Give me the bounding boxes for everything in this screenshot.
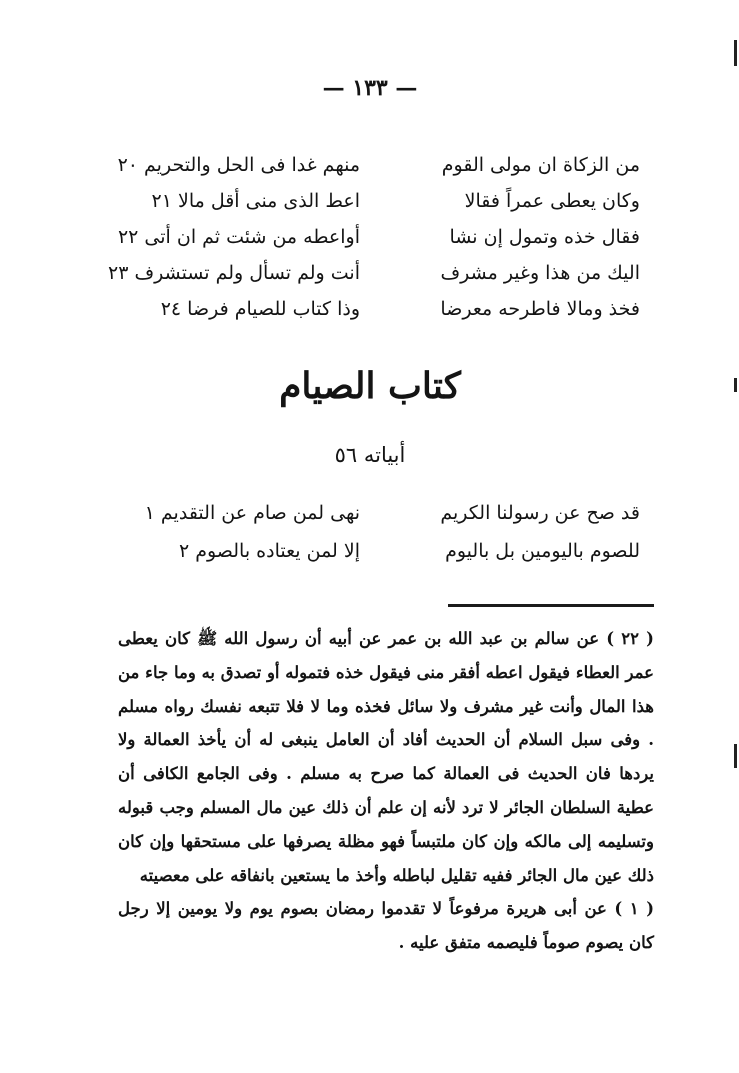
verse-line <box>117 222 640 258</box>
verse-second-hemistich: اعط الذى منى أقل مالا ٢١ <box>151 190 360 212</box>
verse-second-hemistich: أنت ولم تسأل ولم تستشرف ٢٣ <box>108 262 360 284</box>
scan-edge-mark <box>734 378 737 392</box>
verse-first-hemistich: اليك من هذا وغير مشرف <box>440 262 640 284</box>
verse-first-hemistich: فخذ ومالا فاطرحه معرضا <box>440 298 640 320</box>
verse-second-hemistich: منهم غدا فى الحل والتحريم ٢٠ <box>117 154 360 176</box>
scan-edge-mark <box>734 744 737 768</box>
chapter-poem <box>120 498 640 574</box>
scan-edge-mark <box>734 40 737 66</box>
verse-line <box>120 294 640 330</box>
page-number: — ١٣٣ — <box>322 75 418 101</box>
footnote-separator <box>448 604 654 607</box>
verse-second-hemistich: نهى لمن صام عن التقديم ١ <box>144 502 360 524</box>
verse-count: أبياته ٥٦ <box>334 443 406 467</box>
verse-second-hemistich: إلا لمن يعتاده بالصوم ٢ <box>178 540 360 562</box>
verse-line <box>120 498 640 536</box>
verse-first-hemistich: للصوم باليومين بل باليوم <box>445 540 640 562</box>
verse-first-hemistich: وكان يعطى عمراً فقالا <box>464 190 640 212</box>
verse-first-hemistich: من الزكاة ان مولى القوم <box>441 154 640 176</box>
verse-line <box>120 536 640 574</box>
footnote: ( ٢٢ ) عن سالم بن عبد الله بن عمر عن أبيه أن رسول الله ﷺ كان يعطى عمر العطاء فيقول اعطه أفقر منى فيقول خذه فتموله أو تصدق به وما جاء من هذا المال وأنت غير مشرف ولا سائل فخذه وما لا فلا تتبعه نفسك رواه مسلم . وفى سبل السلام أن الحديث أفاد أن العامل ينبغى له أن يأخذ العمالة ولا يردها فان الحديث فى العمالة كما صرح به مسلم . وفى الجامع الكافى أن عطية السلطان الجائر لا ترد لأنه إن علم أن ذلك عين مال المسلم وجب قبوله وتسليمه إلى مالكه وإن كان ملتبساً فهو مظلة يصرفها على مستحقها وإن كان ذلك عين مال الجائر ففيه تقليل لباطله وأخذ ما يستعين بانفاقه على معصيته <box>118 629 654 885</box>
verse-first-hemistich: فقال خذه وتمول إن نشا <box>449 226 640 248</box>
verse-first-hemistich: قد صح عن رسولنا الكريم <box>440 502 640 524</box>
footnote: ( ١ ) عن أبى هريرة مرفوعاً لا تقدموا رمضان بصوم يوم ولا يومين إلا رجل كان يصوم صوماً فليصمه متفق عليه . <box>118 899 655 953</box>
verse-line <box>117 150 640 186</box>
verse-second-hemistich: وذا كتاب للصيام فرضا ٢٤ <box>160 298 360 320</box>
top-poem <box>108 150 640 330</box>
verse-second-hemistich: أواعطه من شئت ثم ان أتى ٢٢ <box>117 226 360 248</box>
verse-line <box>120 186 640 222</box>
footnotes <box>118 622 654 960</box>
chapter-title: كتاب الصيام <box>279 365 461 407</box>
verse-line <box>108 258 640 294</box>
